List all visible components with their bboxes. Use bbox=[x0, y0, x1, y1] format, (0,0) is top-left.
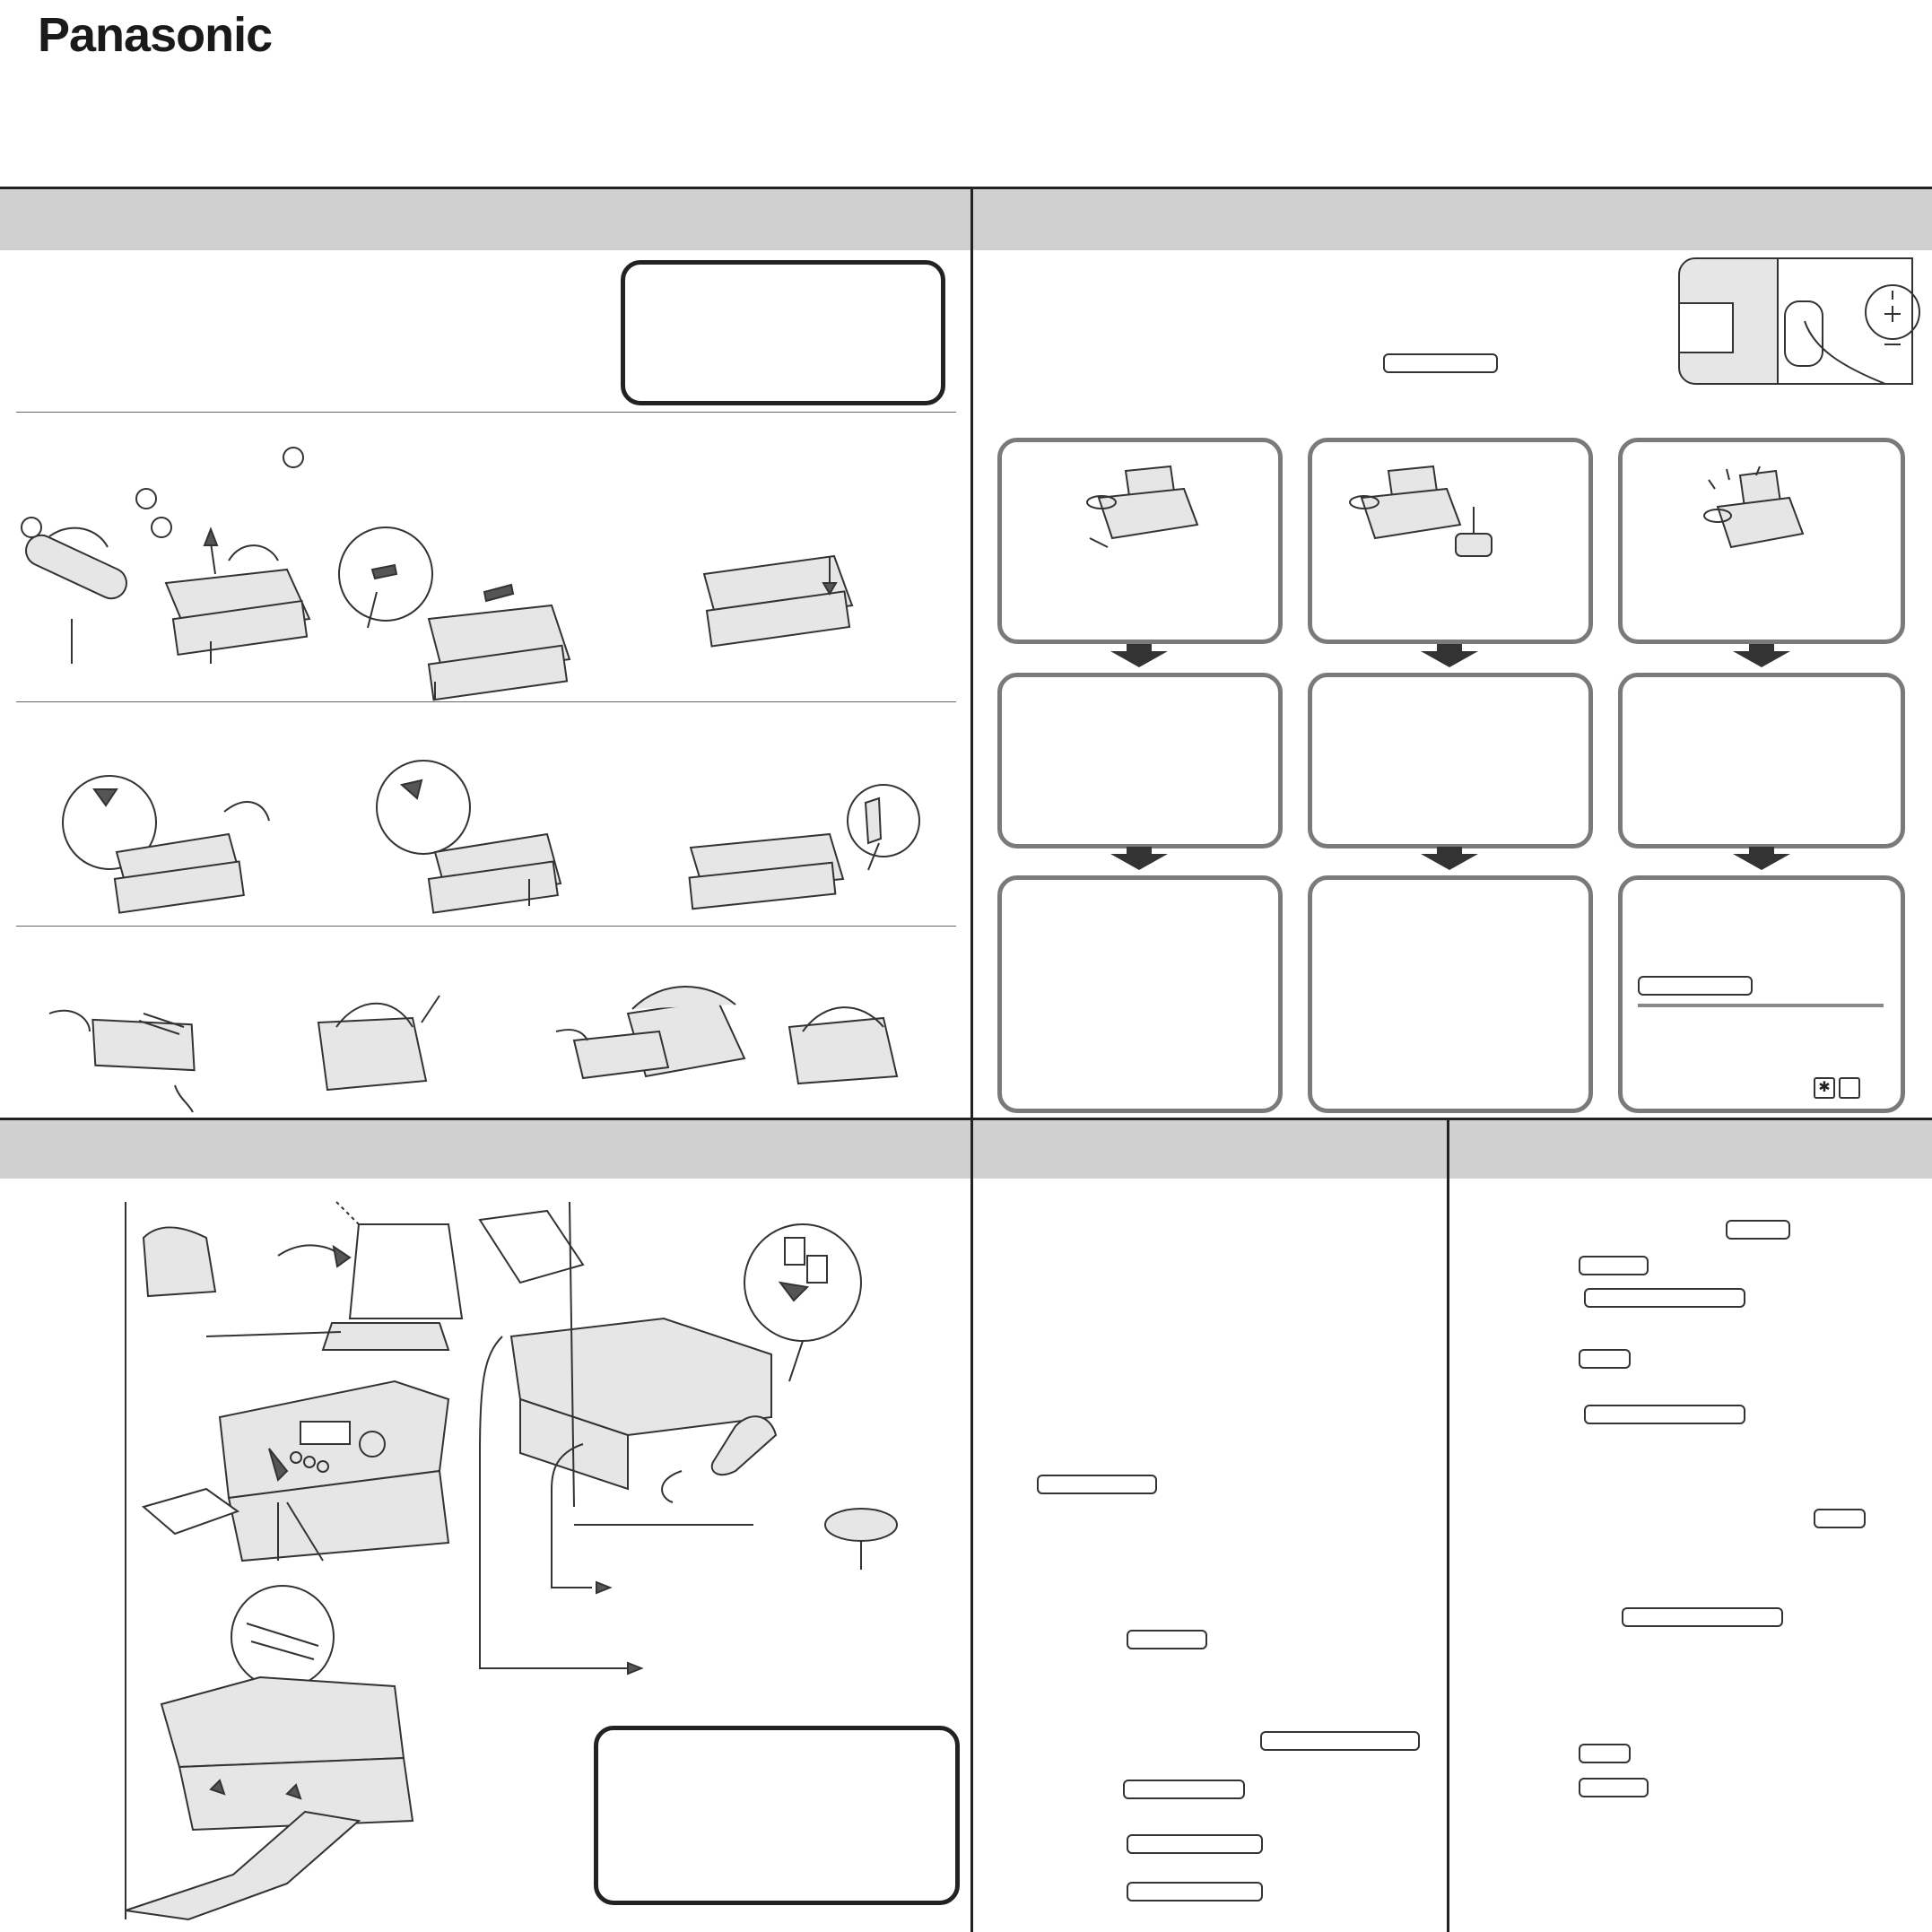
flow-arrow-down bbox=[1733, 854, 1790, 870]
right-key-8[interactable] bbox=[1579, 1744, 1631, 1763]
mode-tel-step2 bbox=[1618, 673, 1905, 849]
setting-key-6[interactable] bbox=[1127, 1882, 1263, 1902]
flow-arrow-down bbox=[1421, 854, 1478, 870]
right-key-3[interactable] bbox=[1584, 1288, 1745, 1308]
setting-key-2[interactable] bbox=[1127, 1630, 1207, 1649]
center-divider bbox=[970, 187, 973, 1932]
flow-arrow-stem bbox=[1437, 847, 1462, 854]
right-key-1[interactable] bbox=[1726, 1220, 1790, 1240]
step-divider-3 bbox=[16, 926, 956, 927]
mode-tam-step2 bbox=[1308, 673, 1593, 849]
setting-key-3[interactable] bbox=[1260, 1731, 1420, 1751]
section-header-connections bbox=[0, 1120, 970, 1179]
section-header-fax-setup bbox=[973, 189, 1932, 250]
mode-tam-step3 bbox=[1308, 875, 1593, 1113]
right-key-2[interactable] bbox=[1579, 1256, 1649, 1275]
lower-right-divider bbox=[1447, 1118, 1449, 1932]
flow-arrow-down bbox=[1110, 854, 1168, 870]
setting-key-5[interactable] bbox=[1127, 1834, 1263, 1854]
star-key[interactable]: ✱ bbox=[1814, 1077, 1835, 1099]
digit-key[interactable] bbox=[1839, 1077, 1860, 1099]
flow-arrow-stem bbox=[1749, 644, 1774, 651]
mode-key-label[interactable] bbox=[1638, 976, 1753, 996]
right-key-5[interactable] bbox=[1584, 1405, 1745, 1424]
right-key-4[interactable] bbox=[1579, 1349, 1631, 1369]
flow-arrow-stem bbox=[1749, 847, 1774, 854]
flow-arrow-down bbox=[1733, 651, 1790, 667]
note-box-toner bbox=[621, 260, 945, 405]
flow-arrow-down bbox=[1421, 651, 1478, 667]
panasonic-logo: Panasonic bbox=[38, 8, 273, 62]
mode-button-label[interactable] bbox=[1383, 353, 1498, 373]
toner-insert-illustration bbox=[0, 978, 970, 1112]
setting-key-1[interactable] bbox=[1037, 1475, 1157, 1494]
mode-fax-only-step3 bbox=[997, 875, 1283, 1113]
tel-box-divider bbox=[1638, 1004, 1884, 1007]
mode-fax-only-step2 bbox=[997, 673, 1283, 849]
fax-machine-with-tam-icon bbox=[1335, 462, 1505, 561]
step-divider-1 bbox=[16, 412, 956, 413]
setting-key-4[interactable] bbox=[1123, 1780, 1245, 1799]
section-header-lower-right bbox=[1449, 1120, 1932, 1179]
flow-arrow-down bbox=[1110, 651, 1168, 667]
right-key-7[interactable] bbox=[1622, 1607, 1783, 1627]
auto-answer-button-inset bbox=[1679, 258, 1914, 386]
flow-arrow-stem bbox=[1127, 644, 1152, 651]
toner-unpack-illustration bbox=[0, 439, 970, 691]
flow-arrow-stem bbox=[1437, 644, 1462, 651]
fax-machine-icon bbox=[1085, 462, 1202, 552]
right-key-6[interactable] bbox=[1814, 1509, 1866, 1528]
note-box-connections bbox=[594, 1726, 960, 1905]
section-header-lower-middle bbox=[973, 1120, 1447, 1179]
section-header-installing-toner bbox=[0, 189, 970, 250]
fax-machine-ringing-icon bbox=[1704, 462, 1812, 561]
right-key-9[interactable] bbox=[1579, 1778, 1649, 1797]
step-divider-2 bbox=[16, 701, 956, 702]
toner-install-illustration bbox=[0, 771, 970, 924]
flow-arrow-stem bbox=[1127, 847, 1152, 854]
